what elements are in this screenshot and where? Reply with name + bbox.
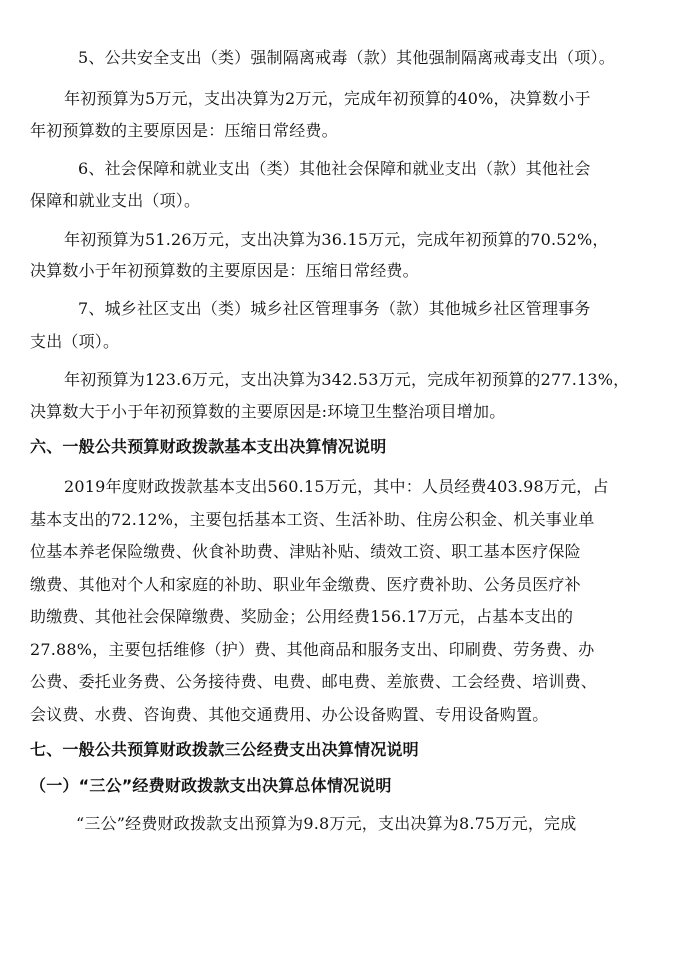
- paragraph-line: 基本支出的72.12%，主要包括基本工资、生活补助、住房公积金、机关事业单: [30, 510, 595, 529]
- paragraph-line: 保障和就业支出（项）。: [30, 191, 201, 210]
- paragraph-line: 会议费、水费、咨询费、其他交通费用、办公设备购置、专用设备购置。: [30, 705, 549, 724]
- paragraph-line: 决算数大于小于年初预算数的主要原因是:环境卫生整治项目增加。: [30, 402, 506, 421]
- paragraph-line: 年初预算为5万元，支出决算为2万元，完成年初预算的40%，决算数小于: [64, 89, 591, 108]
- paragraph-line: 年初预算数的主要原因是：压缩日常经费。: [30, 121, 338, 140]
- paragraph-line: 年初预算为51.26万元，支出决算为36.15万元，完成年初预算的70.52%，: [64, 230, 609, 249]
- item-6-title: 6、社会保障和就业支出（类）其他社会保障和就业支出（款）其他社会: [78, 159, 591, 178]
- section-6-heading: 六、一般公共预算财政拨款基本支出决算情况说明: [30, 437, 387, 456]
- item-7-title: 7、城乡社区支出（类）城乡社区管理事务（款）其他城乡社区管理事务: [78, 299, 591, 318]
- paragraph-line: 2019年度财政拨款基本支出560.15万元，其中：人员经费403.98万元，占: [64, 477, 609, 496]
- paragraph-line: 支出（项）。: [30, 332, 120, 351]
- paragraph-line: 27.88%，主要包括维修（护）费、其他商品和服务支出、印刷费、劳务费、办: [30, 640, 595, 659]
- section-7-heading: 七、一般公共预算财政拨款三公经费支出决算情况说明: [30, 740, 419, 759]
- item-5-title: 5、公共安全支出（类）强制隔离戒毒（款）其他强制隔离戒毒支出（项）。: [78, 48, 615, 67]
- paragraph-line: 决算数小于年初预算数的主要原因是：压缩日常经费。: [30, 261, 419, 280]
- paragraph-line: 公费、委托业务费、公务接待费、电费、邮电费、差旅费、工会经费、培训费、: [30, 672, 598, 691]
- paragraph-line: 助缴费、其他社会保障缴费、奖励金；公用经费156.17万元，占基本支出的: [30, 607, 574, 626]
- paragraph-line: 位基本养老保险缴费、伙食补助费、津贴补贴、绩效工资、职工基本医疗保险: [30, 542, 581, 561]
- subsection-1-heading: （一）“三公”经费财政拨款支出决算总体情况说明: [30, 776, 392, 795]
- paragraph-line: 缴费、其他对个人和家庭的补助、职业年金缴费、医疗费补助、公务员医疗补: [30, 575, 581, 594]
- paragraph-line: 年初预算为123.6万元，支出决算为342.53万元，完成年初预算的277.13%，: [64, 370, 630, 389]
- paragraph-line: “三公”经费财政拨款支出预算为9.8万元，支出决算为8.75万元，完成: [76, 814, 577, 833]
